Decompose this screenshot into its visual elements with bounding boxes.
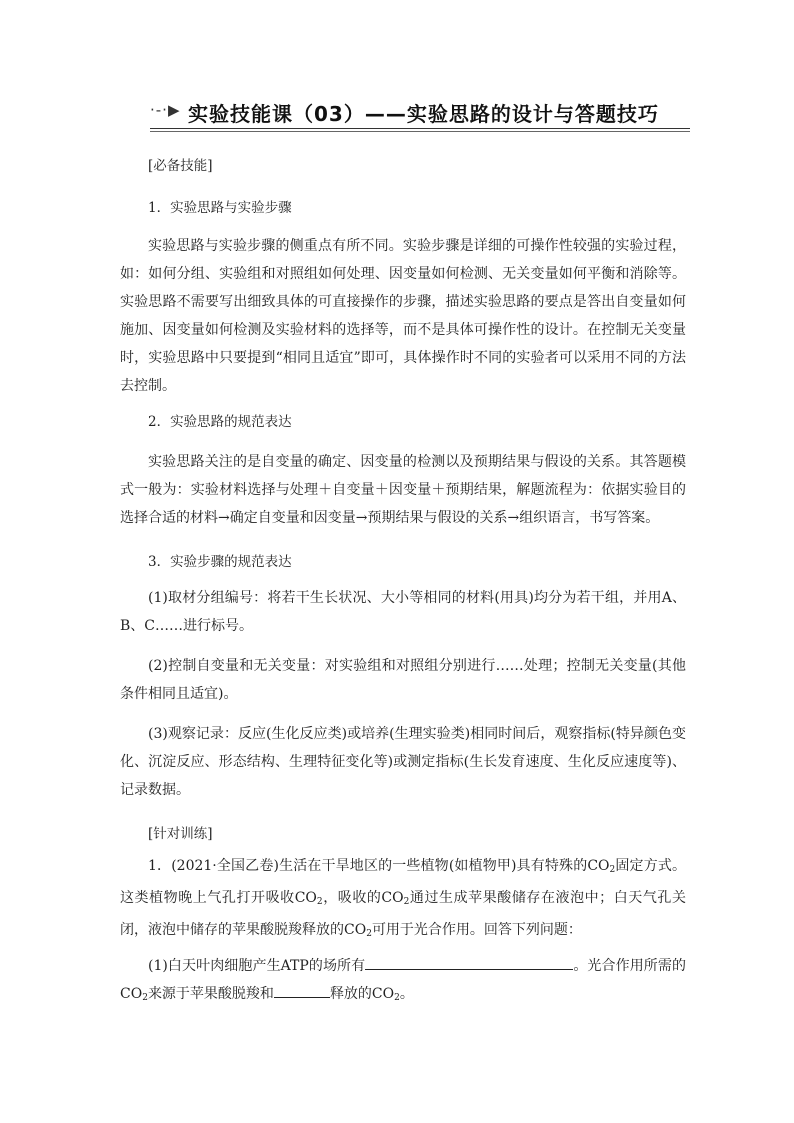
step-3-text: (3)观察记录：反应(生化反应类)或培养(生理实验类)相同时间后，观察指标(特异颜色变化、沉淀反应、形态结构、生理特征变化等)或测定指标(生长发育速度、生化反应速度等)、记录数据。 bbox=[120, 726, 686, 798]
paragraph-2 bbox=[120, 448, 686, 532]
section-label-required-skills: [必备技能] bbox=[148, 158, 213, 174]
step-2-text: (2)控制自变量和无关变量：对实验组和对照组分别进行……处理；控制无关变量(其他条件相同且适宜)。 bbox=[120, 658, 686, 702]
title-underline-secondary bbox=[150, 131, 690, 132]
chapter-title-bar bbox=[150, 98, 690, 130]
step-1 bbox=[120, 584, 686, 640]
answer-blank-1[interactable] bbox=[365, 953, 573, 970]
page-title: 实验技能课（03）——实验思路的设计与答题技巧 bbox=[188, 102, 659, 126]
paragraph-1-text: 实验思路与实验步骤的侧重点有所不同。实验步骤是详细的可操作性较强的实验过程，如：如何分组、实验组和对照组如何处理、因变量如何检测、无关变量如何平衡和消除等。实验思路不需要写出细致具体的可直接操作的步骤，描述实验思路的要点是答出自变量如何施加、因变量如何检测及实验材料的选择等，而不是具体可操作性的设计。在控制无关变量时，实验思路中只要提到“相同且适宜”即可，具体操作时不同的实验者可以采用不同的方法去控制。 bbox=[120, 238, 686, 394]
question-1-part-1 bbox=[120, 952, 686, 1012]
answer-blank-2[interactable] bbox=[274, 981, 330, 998]
step-2 bbox=[120, 652, 686, 708]
question-1-part-1-text: (1)白天叶肉细胞产生ATP的场所有 。光合作用所需的$CO_2$来源于苹果酸脱羧和 释放的$CO_2$。 bbox=[120, 952, 686, 1012]
heading-3: 3．实验步骤的规范表达 bbox=[148, 554, 292, 570]
question-1-text: 1．(2021·全国乙卷)生活在干旱地区的一些植物(如植物甲)具有特殊的$CO_2$固定方式。这类植物晚上气孔打开吸收$CO_2$，吸收的$CO_2$通过生成苹果酸储存在液泡中；白天气孔关闭，液泡中储存的苹果酸脱羧释放的$CO_2$可用于光合作用。回答下列问题： bbox=[120, 858, 686, 939]
heading-2: 2．实验思路的规范表达 bbox=[148, 414, 292, 430]
section-label-training: [针对训练] bbox=[148, 826, 213, 842]
heading-1: 1．实验思路与实验步骤 bbox=[148, 200, 292, 216]
step-3 bbox=[120, 720, 686, 804]
title-underline bbox=[150, 128, 690, 129]
paragraph-1 bbox=[120, 232, 686, 400]
paragraph-2-text: 实验思路关注的是自变量的确定、因变量的检测以及预期结果与假设的关系。其答题模式一般为：实验材料选择与处理＋自变量＋因变量＋预期结果，解题流程为：依据实验目的选择合适的材料→确定自变量和因变量→预期结果与假设的关系→组织语言，书写答案。 bbox=[120, 454, 686, 526]
arrow-decoration-icon: ·-·▶ bbox=[150, 101, 181, 119]
question-1 bbox=[120, 852, 686, 948]
step-1-text: (1)取材分组编号：将若干生长状况、大小等相同的材料(用具)均分为若干组，并用A、B、C……进行标号。 bbox=[120, 590, 686, 634]
